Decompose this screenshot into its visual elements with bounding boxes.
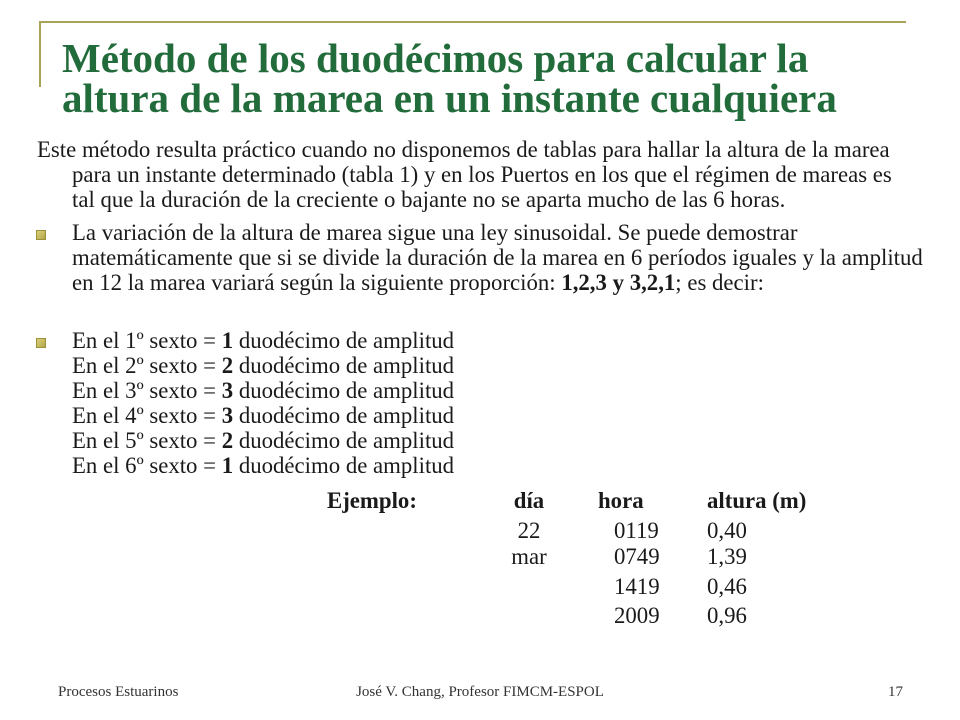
- slide-title-line: Método de los duodécimos para calcular la: [62, 35, 809, 81]
- header-altura: altura (m): [707, 488, 807, 513]
- sexto-prefix: En el 6º sexto =: [72, 453, 222, 478]
- sexto-number: 3: [221, 403, 234, 428]
- slide-title: [62, 35, 837, 121]
- square-bullet-icon: [36, 230, 46, 240]
- bullet-line: [72, 270, 923, 295]
- sexto-suffix: duodécimo de amplitud: [233, 378, 455, 403]
- square-bullet-icon: [36, 338, 46, 348]
- cell-altura: 0,46: [707, 574, 747, 599]
- sexto-line: [72, 403, 454, 428]
- cell-hora: 0749: [614, 544, 660, 569]
- sexto-line: [72, 353, 454, 378]
- sexto-line: [72, 378, 454, 403]
- sexto-prefix: En el 2º sexto =: [72, 353, 222, 378]
- table-header-row: [0, 488, 960, 513]
- sexto-line: [72, 328, 454, 353]
- page-number: 17: [888, 684, 903, 700]
- sexto-number: 1: [221, 328, 234, 353]
- table-row: [0, 574, 960, 599]
- table-row: [0, 518, 960, 543]
- intro-line: tal que la duración de la creciente o bajante no se aparta mucho de las 6 horas.: [72, 187, 786, 212]
- sexto-number: 2: [221, 353, 234, 378]
- slide-title-line: altura de la marea en un instante cualquiera: [62, 75, 837, 121]
- sexto-number: 3: [221, 378, 234, 403]
- sexto-prefix: En el 3º sexto =: [72, 378, 222, 403]
- cell-dia: 22: [517, 518, 541, 543]
- sexto-prefix: En el 4º sexto =: [72, 403, 222, 428]
- sexto-suffix: duodécimo de amplitud: [233, 328, 455, 353]
- bullet-line: La variación de la altura de marea sigue una ley sinusoidal. Se puede demostrar: [72, 220, 798, 245]
- sexto-suffix: duodécimo de amplitud: [233, 353, 455, 378]
- sexto-line: [72, 453, 454, 478]
- cell-hora: 2009: [614, 603, 660, 628]
- sexto-number: 2: [221, 428, 234, 453]
- header-dia: día: [513, 488, 545, 513]
- intro-paragraph: [37, 137, 892, 212]
- bullet-line-text: ; es decir:: [675, 270, 764, 295]
- footer-course: Procesos Estuarinos: [58, 684, 179, 700]
- sexto-line: [72, 428, 454, 453]
- bullet-line-text: en 12 la marea variará según la siguiente proporción:: [72, 270, 562, 295]
- sexto-prefix: En el 5º sexto =: [72, 428, 222, 453]
- bullet-sinusoidal: [72, 220, 923, 295]
- sexto-suffix: duodécimo de amplitud: [233, 428, 455, 453]
- sexto-prefix: En el 1º sexto =: [72, 328, 222, 353]
- sexto-number: 1: [221, 453, 234, 478]
- cell-dia: mar: [511, 544, 547, 569]
- cell-hora: 0119: [614, 518, 659, 543]
- cell-altura: 0,96: [707, 603, 747, 628]
- left-rule: [39, 21, 41, 87]
- top-rule: [39, 21, 906, 23]
- cell-altura: 1,39: [707, 544, 747, 569]
- intro-line: para un instante determinado (tabla 1) y en los Puertos en los que el régimen de mareas es: [72, 162, 892, 187]
- sexto-suffix: duodécimo de amplitud: [233, 403, 455, 428]
- cell-altura: 0,40: [707, 518, 747, 543]
- bullet-sextos: [72, 328, 454, 478]
- intro-line: Este método resulta práctico cuando no disponemos de tablas para hallar la altura de la marea: [37, 137, 890, 162]
- proportion-text: 1,2,3 y 3,2,1: [561, 270, 676, 295]
- footer-author: José V. Chang, Profesor FIMCM-ESPOL: [356, 684, 604, 700]
- table-row: [0, 603, 960, 628]
- sexto-suffix: duodécimo de amplitud: [233, 453, 455, 478]
- header-hora: hora: [598, 488, 644, 513]
- bullet-line: matemáticamente que si se divide la duración de la marea en 6 períodos iguales y la amplitud: [72, 245, 923, 270]
- table-row: [0, 544, 960, 569]
- cell-hora: 1419: [614, 574, 660, 599]
- example-label: Ejemplo:: [327, 488, 417, 513]
